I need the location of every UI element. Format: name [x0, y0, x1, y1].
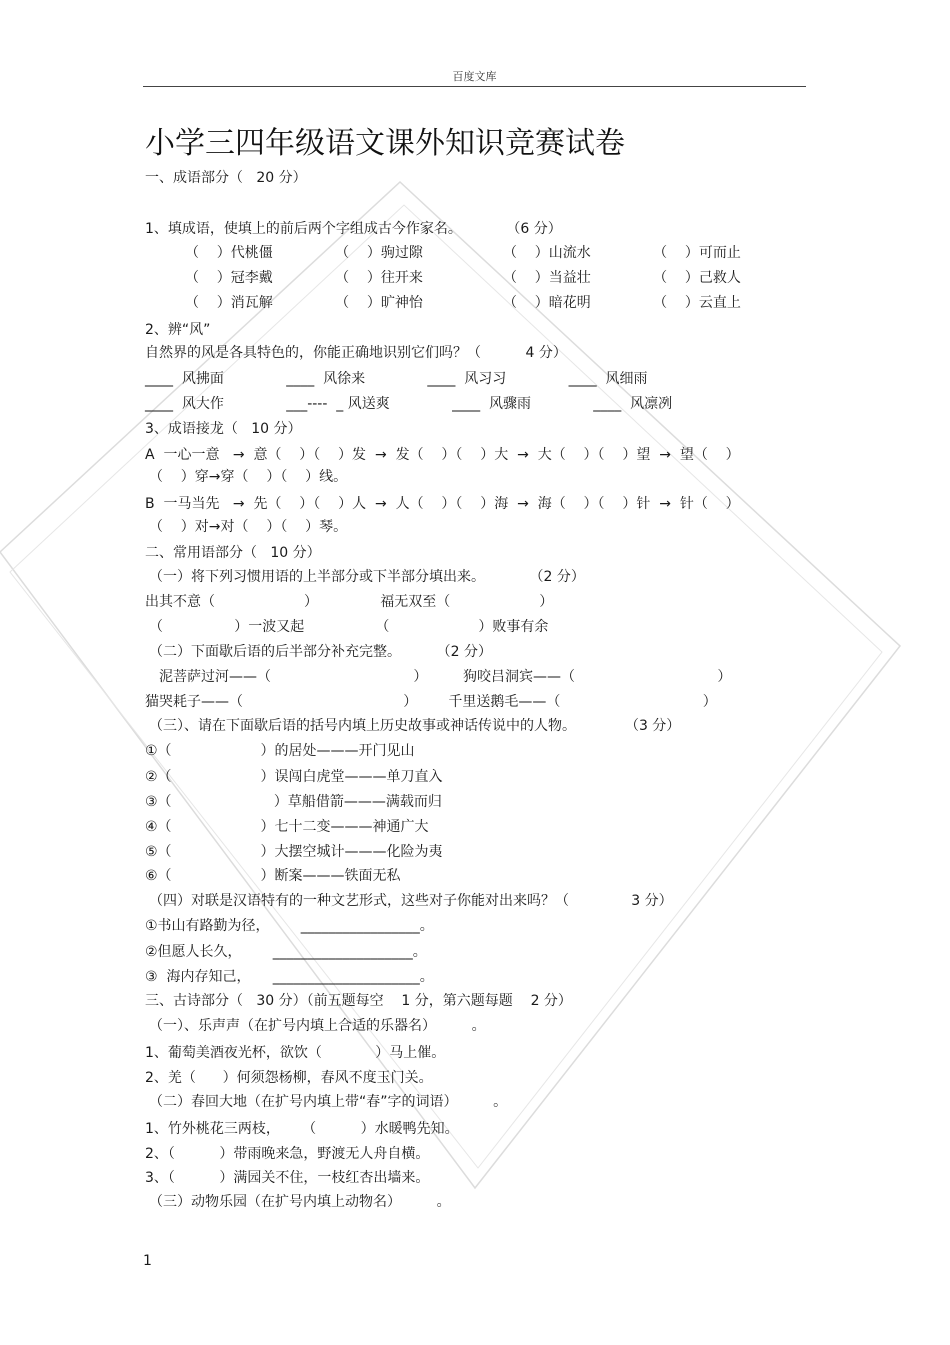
page-header: 百度文库	[452, 70, 497, 83]
text-line: （ ）代桃僵 （ ）驹过隙 （ ）山流水 （ ）可而止	[185, 245, 741, 261]
text-line: ④（ ）七十二变———神通广大	[145, 819, 429, 835]
text-line: （二）下面歇后语的后半部分补充完整。 （2 分）	[149, 644, 492, 660]
text-line: （ ）消瓦解 （ ）旷神怡 （ ）暗花明 （ ）云直上	[185, 295, 741, 311]
text-line: 三、古诗部分（ 30 分）（前五题每空 1 分，第六题每题 2 分）	[145, 993, 572, 1009]
text-line: 2、辨“风”	[145, 322, 211, 338]
text-line: ③ 海内存知己， _____________________。	[145, 969, 434, 985]
text-line: ____ 风大作 ___---- _ 风送爽 ____ 风骤雨 ____ 风凛冽	[145, 396, 673, 412]
text-line: 3、（ ）满园关不住，一枝红杏出墙来。	[145, 1170, 430, 1186]
text-line: 出其不意（ ） 福无双至（ ）	[145, 594, 554, 610]
document-title: 小学三四年级语文课外知识竞赛试卷	[145, 126, 625, 161]
text-line: ②（ ）误闯白虎堂———单刀直入	[145, 769, 443, 785]
text-line: ⑥（ ）断案———铁面无私	[145, 868, 401, 884]
text-line: 1、竹外桃花三两枝， （ ）水暖鸭先知。	[145, 1121, 459, 1137]
text-line: 泥菩萨过河——（ ） 狗咬吕洞宾——（ ）	[159, 669, 732, 685]
text-line: （一）将下列习惯用语的上半部分或下半部分填出来。 （2 分）	[149, 569, 585, 585]
text-line: B 一马当先 → 先（ ）（ ）人 → 人（ ）（ ）海 → 海（ ）（ ）针 → 针（ ）	[145, 496, 740, 512]
text-line: 自然界的风是各具特色的，你能正确地识别它们吗？（ 4 分）	[145, 345, 567, 361]
text-line: ③（ ）草船借箭———满载而归	[145, 794, 442, 810]
text-line: （三）动物乐园（在扩号内填上动物名） 。	[149, 1194, 451, 1210]
text-line: ②但愿人长久， ____________________。	[145, 944, 427, 960]
text-line: （一）、乐声声（在扩号内填上合适的乐器名） 。	[149, 1018, 486, 1034]
text-line: （ ）一波又起 （ ）败事有余	[149, 619, 549, 635]
text-line: 1、葡萄美酒夜光杯，欲饮（ ）马上催。	[145, 1045, 446, 1061]
text-line: ①（ ）的居处———开门见山	[145, 743, 415, 759]
text-line: （二）春回大地（在扩号内填上带“春”字的词语） 。	[149, 1094, 508, 1110]
text-line: 3、成语接龙（ 10 分）	[145, 421, 302, 437]
header-rule	[143, 86, 806, 87]
text-line: 猫哭耗子——（ ） 千里送鹅毛——（ ）	[145, 694, 717, 710]
page-number: 1	[143, 1253, 152, 1269]
text-line: 2、（ ）带雨晚来急，野渡无人舟自横。	[145, 1146, 430, 1162]
text-line: A 一心一意 → 意（ ）（ ）发 → 发（ ）（ ）大 → 大（ ）（ ）望 → 望（ ）	[145, 447, 740, 463]
text-line: （ ）对→对（ ）（ ）琴。	[149, 519, 348, 535]
text-line: ____ 风拂面 ____ 风徐来 ____ 风习习 ____ 风细雨	[145, 371, 648, 387]
text-line: 一、成语部分（ 20 分）	[145, 170, 307, 186]
text-line: 二、常用语部分（ 10 分）	[145, 545, 321, 561]
text-line: （四）对联是汉语特有的一种文艺形式，这些对子你能对出来吗？（ 3 分）	[149, 893, 673, 909]
text-line: ①书山有路勤为径， _________________。	[145, 918, 434, 934]
text-line: （ ）冠李戴 （ ）往开来 （ ）当益壮 （ ）己救人	[185, 270, 741, 286]
text-line: 1、填成语，使填上的前后两个字组成古今作家名。 （6 分）	[145, 221, 562, 237]
text-line: 2、羌（ ）何须怨杨柳，春风不度玉门关。	[145, 1070, 433, 1086]
text-line: （ ）穿→穿（ ）（ ）线。	[149, 469, 348, 485]
text-line: ⑤（ ）大摆空城计———化险为夷	[145, 844, 443, 860]
text-line: （三）、请在下面歇后语的括号内填上历史故事或神话传说中的人物。 （3 分）	[149, 718, 681, 734]
